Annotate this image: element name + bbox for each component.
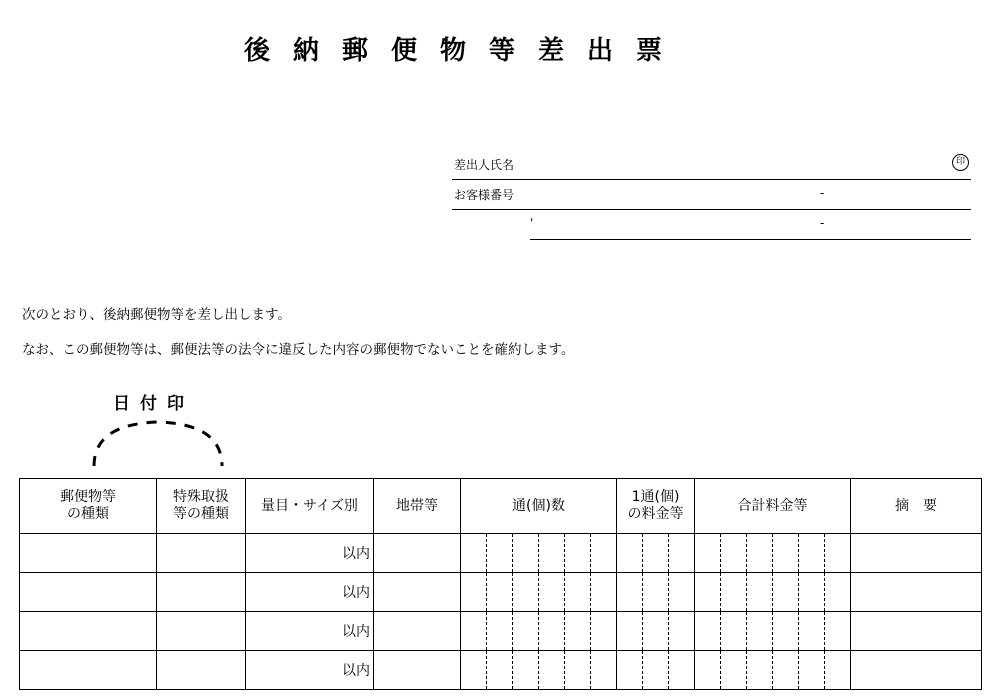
digit-box	[772, 534, 798, 572]
column-header-text: の種類	[67, 506, 109, 522]
entry-cell[interactable]	[157, 612, 246, 651]
entry-cell[interactable]	[851, 612, 982, 651]
digit-box	[720, 534, 746, 572]
digit-box	[590, 651, 616, 689]
digit-box	[824, 651, 850, 689]
digit-boxes	[695, 573, 850, 611]
sender-name-label: 差出人氏名	[454, 158, 515, 172]
table-row	[20, 651, 982, 690]
digit-boxes	[461, 534, 616, 572]
digit-box	[538, 651, 564, 689]
column-header-text: の料金等	[627, 506, 684, 522]
date-stamp-label: 日付印	[113, 394, 194, 414]
column-header	[157, 479, 246, 534]
digit-boxes	[617, 573, 694, 611]
form-title: 後納郵便物等差出票	[244, 36, 686, 66]
size-cell[interactable]: 以内	[246, 573, 374, 612]
digit-boxes	[461, 612, 616, 650]
digit-box	[798, 612, 824, 650]
digit-box	[461, 573, 486, 611]
digit-box	[668, 573, 694, 611]
sender-block	[452, 150, 971, 240]
table-row	[20, 573, 982, 612]
digit-boxes	[461, 651, 616, 689]
digit-box	[772, 573, 798, 611]
digit-box	[461, 612, 486, 650]
digit-boxes	[695, 651, 850, 689]
digit-box	[590, 534, 616, 572]
digit-boxes	[695, 534, 850, 572]
digit-box	[772, 612, 798, 650]
digit-cell[interactable]	[617, 534, 695, 573]
digit-box	[617, 612, 642, 650]
column-header-text: 合計料金等	[737, 497, 808, 514]
entry-cell[interactable]	[851, 534, 982, 573]
entry-cell[interactable]	[374, 534, 461, 573]
customer-number-label: お客様番号	[454, 188, 515, 202]
digit-box	[720, 651, 746, 689]
column-header	[20, 479, 157, 534]
digit-box	[642, 573, 668, 611]
entry-cell[interactable]	[374, 651, 461, 690]
digit-box	[486, 612, 512, 650]
digit-box	[564, 612, 590, 650]
digit-box	[695, 573, 720, 611]
digit-box	[617, 573, 642, 611]
seal-mark: 印	[952, 154, 969, 171]
digit-box	[538, 573, 564, 611]
digit-box	[642, 651, 668, 689]
entry-cell[interactable]	[157, 651, 246, 690]
size-cell[interactable]: 以内	[246, 534, 374, 573]
digit-box	[798, 573, 824, 611]
digit-box	[695, 651, 720, 689]
digit-box	[512, 573, 538, 611]
digit-box	[461, 534, 486, 572]
table-row	[20, 534, 982, 573]
entry-cell[interactable]	[20, 651, 157, 690]
entry-cell[interactable]	[851, 573, 982, 612]
digit-cell[interactable]	[461, 573, 617, 612]
digit-box	[642, 534, 668, 572]
digit-box	[564, 651, 590, 689]
column-header	[695, 479, 851, 534]
digit-box	[590, 573, 616, 611]
statement-line-2: なお、この郵便物等は、郵便法等の法令に違反した内容の郵便物でないことを確約します。	[22, 342, 575, 358]
digit-boxes	[617, 534, 694, 572]
entry-cell[interactable]	[157, 573, 246, 612]
digit-box	[746, 651, 772, 689]
digit-box	[564, 573, 590, 611]
digit-cell[interactable]	[695, 534, 851, 573]
size-cell[interactable]: 以内	[246, 612, 374, 651]
column-header-text: 通(個)数	[512, 497, 565, 514]
column-header	[374, 479, 461, 534]
digit-box	[668, 612, 694, 650]
digit-box	[798, 534, 824, 572]
digit-cell[interactable]	[617, 651, 695, 690]
customer-number-dash-2: -	[820, 216, 825, 230]
digit-box	[746, 573, 772, 611]
digit-box	[512, 534, 538, 572]
column-header-text: 郵便物等	[60, 489, 116, 505]
digit-box	[746, 534, 772, 572]
column-header-text: 特殊取扱	[173, 489, 229, 505]
items-table	[19, 478, 982, 690]
digit-cell[interactable]	[695, 612, 851, 651]
entry-cell[interactable]	[20, 534, 157, 573]
tick-mark: '	[530, 216, 534, 230]
customer-number-row-2[interactable]	[530, 210, 971, 240]
digit-box	[824, 612, 850, 650]
digit-box	[461, 651, 486, 689]
digit-box	[668, 651, 694, 689]
digit-cell[interactable]	[617, 573, 695, 612]
digit-box	[564, 534, 590, 572]
entry-cell[interactable]	[157, 534, 246, 573]
column-header-text: 量目・サイズ別	[261, 497, 358, 514]
digit-box	[538, 612, 564, 650]
digit-box	[512, 651, 538, 689]
column-header-text: 1通(個)	[631, 489, 680, 505]
customer-number-row[interactable]	[452, 180, 971, 210]
entry-cell[interactable]	[20, 573, 157, 612]
digit-cell[interactable]	[617, 612, 695, 651]
customer-number-dash: -	[820, 186, 825, 200]
digit-cell[interactable]	[695, 651, 851, 690]
table-header-row	[20, 479, 982, 534]
digit-box	[512, 612, 538, 650]
digit-box	[720, 573, 746, 611]
digit-box	[772, 651, 798, 689]
digit-box	[642, 612, 668, 650]
column-header	[851, 479, 982, 534]
digit-box	[617, 651, 642, 689]
digit-cell[interactable]	[695, 573, 851, 612]
digit-cell[interactable]	[461, 612, 617, 651]
digit-cell[interactable]	[461, 651, 617, 690]
digit-box	[668, 534, 694, 572]
digit-boxes	[695, 612, 850, 650]
column-header	[617, 479, 695, 534]
size-cell[interactable]: 以内	[246, 651, 374, 690]
digit-box	[824, 573, 850, 611]
digit-box	[720, 612, 746, 650]
digit-box	[695, 612, 720, 650]
digit-box	[824, 534, 850, 572]
table-row	[20, 612, 982, 651]
column-header	[246, 479, 374, 534]
digit-box	[695, 534, 720, 572]
digit-box	[746, 612, 772, 650]
digit-boxes	[617, 651, 694, 689]
entry-cell[interactable]	[20, 612, 157, 651]
column-header-text: 等の種類	[173, 506, 229, 522]
column-header-text: 地帯等	[396, 497, 438, 514]
digit-cell[interactable]	[461, 534, 617, 573]
digit-boxes	[461, 573, 616, 611]
statement-line-1: 次のとおり、後納郵便物等を差し出します。	[22, 307, 291, 323]
entry-cell[interactable]	[851, 651, 982, 690]
digit-box	[590, 612, 616, 650]
digit-box	[538, 534, 564, 572]
date-stamp-arc	[88, 416, 228, 468]
column-header-text: 摘 要	[895, 497, 937, 514]
digit-box	[486, 651, 512, 689]
sender-name-row[interactable]	[452, 150, 971, 180]
digit-box	[798, 651, 824, 689]
digit-box	[617, 534, 642, 572]
digit-boxes	[617, 612, 694, 650]
entry-cell[interactable]	[374, 573, 461, 612]
digit-box	[486, 573, 512, 611]
entry-cell[interactable]	[374, 612, 461, 651]
digit-box	[486, 534, 512, 572]
column-header	[461, 479, 617, 534]
